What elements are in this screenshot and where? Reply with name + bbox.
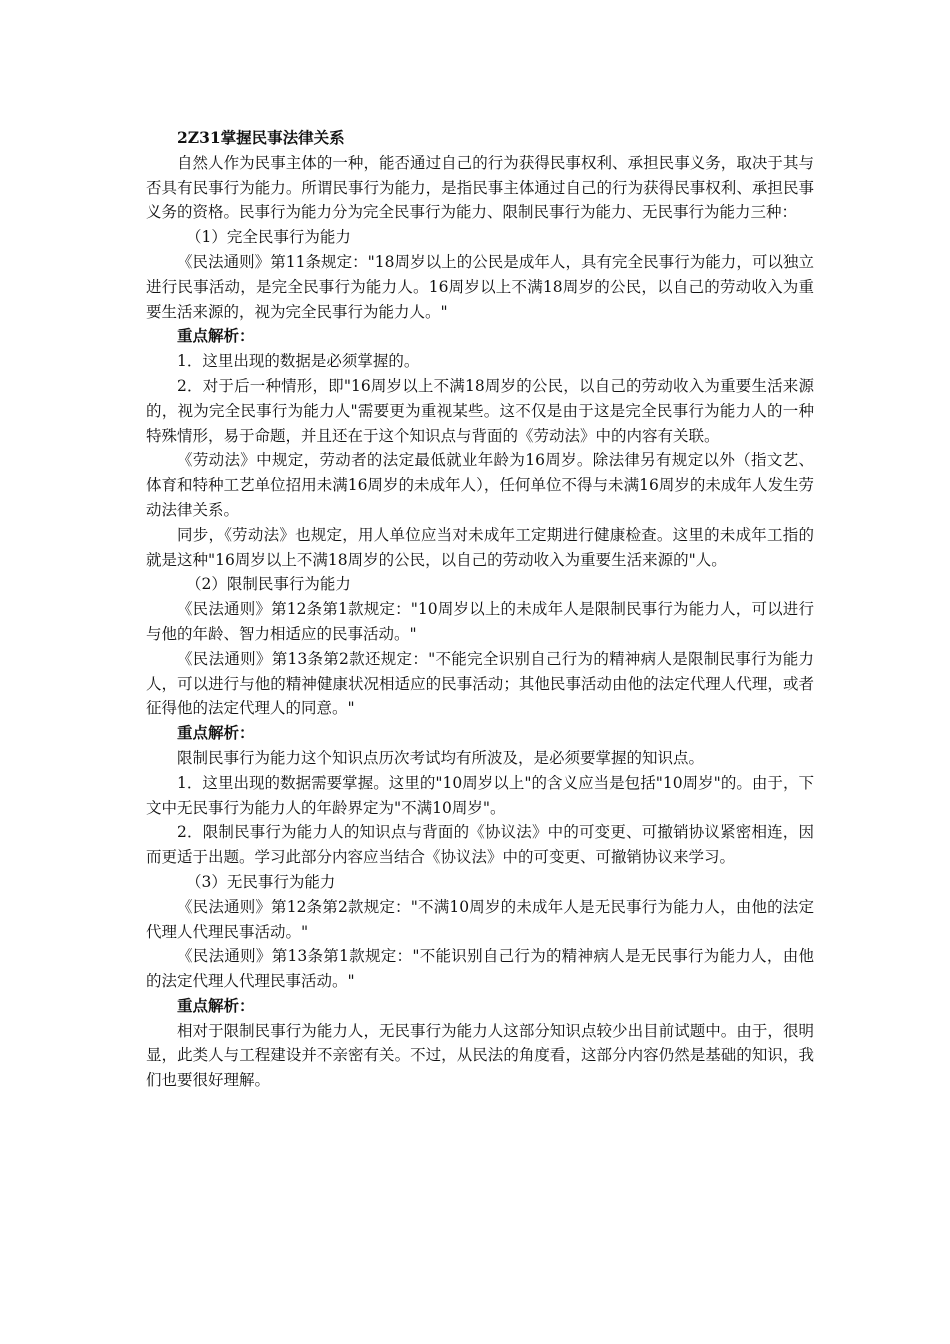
section-title: 2Z31掌握民事法律关系 (177, 128, 345, 147)
key-analysis-label-2: 重点解析： (177, 723, 255, 743)
paragraph-article-12-2: 《民法通则》第12条第2款规定："不满10周岁的未成年人是无民事行为能力人，由他的法定代理人代理民事活动。" (146, 897, 814, 941)
paragraph-minor-workers: 同步，《劳动法》也规定，用人单位应当对未成年工定期进行健康检查。这里的未成年工指的就是这种"16周岁以上不满18周岁的公民，以自己的劳动收入为重要生活来源的"人。 (146, 525, 814, 569)
analysis-point-2: 2．对于后一种情形，即"16周岁以上不满18周岁的公民，以自己的劳动收入为重要生活来源的，视为完全民事行为能力人"需要更为重视某些。这不仅是由于这是完全民事行为能力人的一种特殊情形，易于命题，并且还在于这个知识点与背面的《劳动法》中的内容有关联。 (146, 376, 814, 445)
analysis-point-limited-2: 2．限制民事行为能力人的知识点与背面的《协议法》中的可变更、可撤销协议紧密相连，因而更适于出题。学习此部分内容应当结合《协议法》中的可变更、可撤销协议来学习。 (146, 823, 814, 867)
paragraph-article-11: 《民法通则》第11条规定："18周岁以上的公民是成年人，具有完全民事行为能力，可以独立进行民事活动，是完全民事行为能力人。16周岁以上不满18周岁的公民，以自己的劳动收入为重要生活来源的，视为完全民事行为能力人。" (146, 252, 814, 321)
analysis-point-1: 1．这里出现的数据是必须掌握的。 (177, 352, 420, 371)
paragraph-no-capacity-summary: 相对于限制民事行为能力人，无民事行为能力人这部分知识点较少出目前试题中。由于，很明显，此类人与工程建设并不亲密有关。不过，从民法的角度看，这部分内容仍然是基础的知识，我们也要很好理解。 (146, 1021, 814, 1090)
heading-no-capacity: （3）无民事行为能力 (186, 872, 336, 891)
analysis-point-limited-1: 1．这里出现的数据需要掌握。这里的"10周岁以上"的含义应当是包括"10周岁"的。由于，下文中无民事行为能力人的年龄界定为"不满10周岁"。 (146, 773, 814, 817)
intro-paragraph: 自然人作为民事主体的一种，能否通过自己的行为获得民事权利、承担民事义务，取决于其与否具有民事行为能力。所谓民事行为能力，是指民事主体通过自己的行为获得民事权利、承担民事义务的资格。民事行为能力分为完全民事行为能力、限制民事行为能力、无民事行为能力三种： (146, 153, 814, 222)
document-page (146, 126, 814, 1093)
paragraph-limited-summary: 限制民事行为能力这个知识点历次考试均有所波及，是必须要掌握的知识点。 (177, 748, 705, 767)
paragraph-labor-law: 《劳动法》中规定，劳动者的法定最低就业年龄为16周岁。除法律另有规定以外（指文艺、体育和特种工艺单位招用未满16周岁的未成年人），任何单位不得与未满16周岁的未成年人发生劳动法律关系。 (146, 451, 814, 519)
heading-full-capacity: （1）完全民事行为能力 (186, 228, 351, 247)
key-analysis-label-1: 重点解析： (177, 326, 255, 346)
key-analysis-label-3: 重点解析： (177, 995, 255, 1015)
paragraph-article-12-1: 《民法通则》第12条第1款规定："10周岁以上的未成年人是限制民事行为能力人，可以进行与他的年龄、智力相适应的民事活动。" (146, 600, 814, 643)
paragraph-article-13-1: 《民法通则》第13条第1款规定："不能识别自己行为的精神病人是无民事行为能力人，由他的法定代理人代理民事活动。" (146, 947, 814, 991)
heading-limited-capacity: （2）限制民事行为能力 (186, 575, 351, 594)
paragraph-article-13-2: 《民法通则》第13条第2款还规定："不能完全识别自己行为的精神病人是限制民事行为能力人，可以进行与他的精神健康状况相适应的民事活动；其他民事活动由他的法定代理人代理，或者征得他的法定代理人的同意。" (146, 649, 814, 718)
